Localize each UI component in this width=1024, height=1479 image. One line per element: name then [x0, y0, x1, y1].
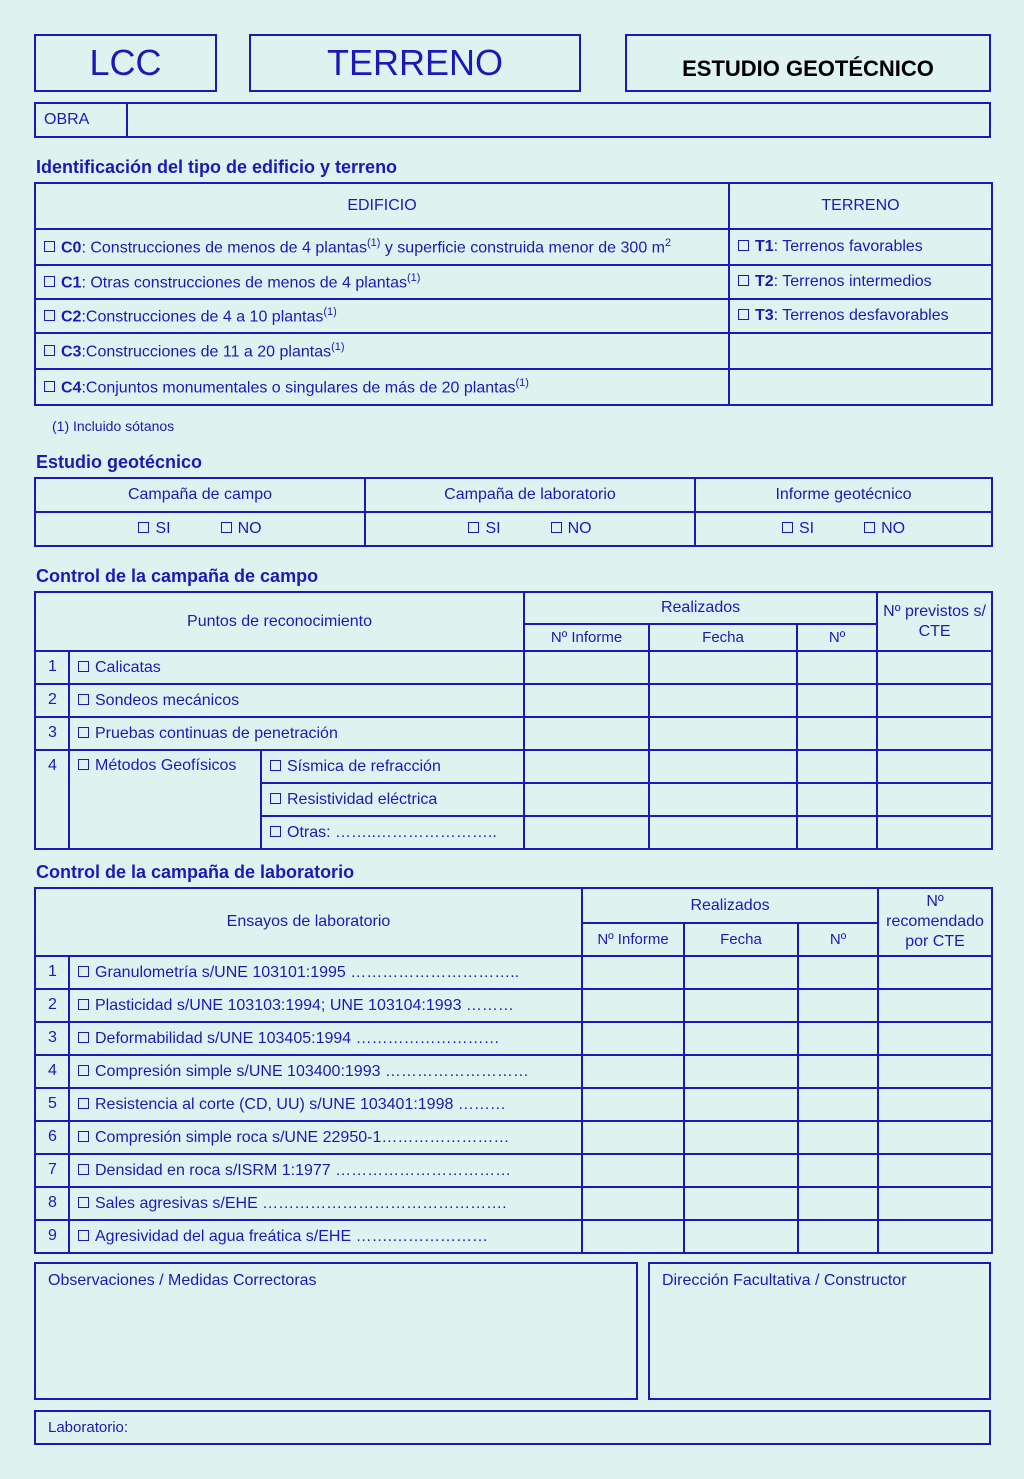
si-option[interactable]: SI	[138, 520, 170, 537]
row-number: 1	[35, 651, 69, 684]
obra-label: OBRA	[35, 103, 127, 137]
ensayo-item[interactable]: Densidad en roca s/ISRM 1:1977 ……………………………	[69, 1154, 582, 1187]
checkbox-icon[interactable]	[78, 1065, 89, 1076]
cell[interactable]	[684, 1154, 798, 1187]
cell[interactable]	[797, 750, 877, 783]
lab-options	[365, 512, 695, 546]
cell[interactable]	[877, 783, 992, 816]
laboratorio-title: Control de la campaña de laboratorio	[36, 862, 355, 882]
realizados-header: Realizados	[524, 592, 877, 624]
cell[interactable]	[684, 1121, 798, 1154]
checkbox-icon[interactable]	[44, 345, 55, 356]
row-number: 7	[35, 1154, 69, 1187]
estudio-box	[625, 34, 991, 92]
cell[interactable]	[878, 956, 992, 989]
checkbox-icon[interactable]	[270, 760, 281, 771]
ensayo-item[interactable]: Resistencia al corte (CD, UU) s/UNE 103401:1998 ………	[69, 1088, 582, 1121]
terreno-empty	[729, 369, 992, 405]
cell[interactable]	[877, 750, 992, 783]
checkbox-icon[interactable]	[44, 381, 55, 392]
campo-title: Control de la campaña de campo	[36, 566, 319, 586]
cell[interactable]	[878, 1055, 992, 1088]
fecha-col: Fecha	[649, 624, 797, 651]
cell[interactable]	[684, 1187, 798, 1220]
cell[interactable]	[797, 684, 877, 717]
lcc-box	[34, 34, 217, 92]
ensayo-item[interactable]: Granulometría s/UNE 103101:1995 …………………………..	[69, 956, 582, 989]
cell[interactable]	[649, 684, 797, 717]
checkbox-icon[interactable]	[864, 522, 875, 533]
cell[interactable]	[798, 1022, 878, 1055]
obra-field[interactable]	[127, 103, 990, 137]
cell[interactable]	[878, 1187, 992, 1220]
terreno-header: TERRENO	[729, 183, 992, 229]
checkbox-icon[interactable]	[78, 1098, 89, 1109]
laboratorio-table	[34, 887, 993, 1254]
cell[interactable]	[582, 1088, 684, 1121]
cell[interactable]	[798, 989, 878, 1022]
no-option[interactable]: NO	[221, 520, 262, 537]
checkbox-icon[interactable]	[738, 309, 749, 320]
cell[interactable]	[582, 1022, 684, 1055]
recomendado-header: Nº recomendado por CTE	[878, 888, 992, 956]
si-option[interactable]: SI	[782, 520, 814, 537]
cell[interactable]	[649, 816, 797, 849]
estudio-table	[34, 477, 993, 547]
identificacion-title: Identificación del tipo de edificio y terreno	[36, 157, 398, 177]
cell[interactable]	[582, 1121, 684, 1154]
observaciones-label: Observaciones / Medidas Correctoras	[48, 1272, 317, 1289]
checkbox-icon[interactable]	[78, 1032, 89, 1043]
edificio-header: EDIFICIO	[35, 183, 729, 229]
si-option[interactable]: SI	[468, 520, 500, 537]
cell[interactable]	[797, 816, 877, 849]
informe-col: Nº Informe	[524, 624, 649, 651]
row-number: 8	[35, 1187, 69, 1220]
informe-options	[695, 512, 992, 546]
identificacion-table	[34, 182, 993, 406]
laboratorio-label: Laboratorio:	[48, 1419, 129, 1436]
row-number: 5	[35, 1088, 69, 1121]
ensayo-item[interactable]: Deformabilidad s/UNE 103405:1994 ………………………	[69, 1022, 582, 1055]
informe-col: Nº Informe	[582, 923, 684, 956]
cell[interactable]	[582, 1154, 684, 1187]
cell[interactable]	[797, 717, 877, 750]
cell[interactable]	[524, 684, 649, 717]
checkbox-icon[interactable]	[551, 522, 562, 533]
edificio-c4[interactable]: C4:Conjuntos monumentales o singulares de más de 20 plantas$^{(1)}$	[35, 369, 729, 405]
obra-table	[34, 102, 991, 138]
cell[interactable]	[798, 1154, 878, 1187]
row-number: 1	[35, 956, 69, 989]
laboratorio-box[interactable]	[34, 1410, 991, 1445]
fecha-col: Fecha	[684, 923, 798, 956]
terreno-box	[249, 34, 581, 92]
cell[interactable]	[878, 1220, 992, 1253]
cell[interactable]	[524, 750, 649, 783]
cell[interactable]	[524, 783, 649, 816]
terreno-t2[interactable]: T2: Terrenos intermedios	[729, 265, 992, 299]
cell[interactable]	[582, 989, 684, 1022]
checkbox-icon[interactable]	[44, 276, 55, 287]
cell[interactable]	[877, 717, 992, 750]
lcc-title: LCC	[89, 42, 162, 83]
row-number: 4	[35, 750, 69, 849]
cell[interactable]	[684, 1022, 798, 1055]
no-option[interactable]: NO	[551, 520, 592, 537]
ensayo-item[interactable]: Compresión simple roca s/UNE 22950-1……………………	[69, 1121, 582, 1154]
cell[interactable]	[798, 1121, 878, 1154]
cell[interactable]	[878, 1022, 992, 1055]
cell[interactable]	[649, 651, 797, 684]
cell[interactable]	[684, 1055, 798, 1088]
n-col: Nº	[798, 923, 878, 956]
checkbox-icon[interactable]	[78, 999, 89, 1010]
checkbox-icon[interactable]	[738, 275, 749, 286]
checkbox-icon[interactable]	[270, 826, 281, 837]
row-number: 3	[35, 1022, 69, 1055]
cell[interactable]	[878, 1154, 992, 1187]
cell[interactable]	[797, 783, 877, 816]
metodos-item[interactable]: Métodos Geofísicos	[69, 750, 261, 849]
checkbox-icon[interactable]	[78, 966, 89, 977]
ensayo-item[interactable]: Sales agresivas s/EHE ……………………………………….	[69, 1187, 582, 1220]
pruebas-item[interactable]: Pruebas continuas de penetración	[69, 717, 524, 750]
cell[interactable]	[582, 1220, 684, 1253]
footnote: (1) Incluido sótanos	[52, 418, 175, 434]
checkbox-icon[interactable]	[78, 694, 89, 705]
checkbox-icon[interactable]	[78, 1131, 89, 1142]
cell[interactable]	[798, 1055, 878, 1088]
checkbox-icon[interactable]	[44, 241, 55, 252]
puntos-header: Puntos de reconocimiento	[35, 592, 524, 651]
sismica-item[interactable]: Sísmica de refracción	[261, 750, 524, 783]
row-number: 2	[35, 989, 69, 1022]
checkbox-icon[interactable]	[782, 522, 793, 533]
checkbox-icon[interactable]	[78, 727, 89, 738]
direccion-box[interactable]	[648, 1262, 991, 1400]
cell[interactable]	[877, 651, 992, 684]
cell[interactable]	[878, 1121, 992, 1154]
checkbox-icon[interactable]	[78, 1164, 89, 1175]
cell[interactable]	[798, 1187, 878, 1220]
checkbox-icon[interactable]	[468, 522, 479, 533]
cell[interactable]	[684, 1088, 798, 1121]
campo-table	[34, 591, 993, 850]
campana-campo-header: Campaña de campo	[35, 478, 365, 512]
checkbox-icon[interactable]	[78, 1197, 89, 1208]
checkbox-icon[interactable]	[44, 310, 55, 321]
calicatas-item[interactable]: Calicatas	[69, 651, 524, 684]
row-number: 3	[35, 717, 69, 750]
checkbox-icon[interactable]	[221, 522, 232, 533]
row-number: 4	[35, 1055, 69, 1088]
ensayo-item[interactable]: Agresividad del agua freática s/EHE …….………………	[69, 1220, 582, 1253]
cell[interactable]	[684, 989, 798, 1022]
realizados-header: Realizados	[582, 888, 878, 923]
edificio-c0[interactable]: C0: Construcciones de menos de 4 plantas$^{(1)}$ y superficie construida menor de 300 $m^2$	[35, 229, 729, 265]
cell[interactable]	[649, 783, 797, 816]
cell[interactable]	[877, 684, 992, 717]
ensayo-item[interactable]: Compresión simple s/UNE 103400:1993 ………………………	[69, 1055, 582, 1088]
cell[interactable]	[524, 717, 649, 750]
cell[interactable]	[649, 750, 797, 783]
edificio-c1[interactable]: C1: Otras construcciones de menos de 4 plantas$^{(1)}$	[35, 265, 729, 299]
observaciones-box[interactable]	[34, 1262, 638, 1400]
checkbox-icon[interactable]	[78, 661, 89, 672]
direccion-label: Dirección Facultativa / Constructor	[662, 1272, 907, 1289]
cell[interactable]	[798, 1220, 878, 1253]
row-number: 6	[35, 1121, 69, 1154]
cell[interactable]	[878, 989, 992, 1022]
edificio-c2[interactable]: C2:Construcciones de 4 a 10 plantas$^{(1)}$	[35, 299, 729, 333]
no-option[interactable]: NO	[864, 520, 905, 537]
ensayos-header: Ensayos de laboratorio	[35, 888, 582, 956]
edificio-c3[interactable]: C3:Construcciones de 11 a 20 plantas$^{(1)}$	[35, 333, 729, 369]
cell[interactable]	[649, 717, 797, 750]
checkbox-icon[interactable]	[738, 240, 749, 251]
terreno-t3[interactable]: T3: Terrenos desfavorables	[729, 299, 992, 333]
n-col: Nº	[797, 624, 877, 651]
sondeos-item[interactable]: Sondeos mecánicos	[69, 684, 524, 717]
terreno-t1[interactable]: T1: Terrenos favorables	[729, 229, 992, 265]
estudio-title: ESTUDIO GEOTÉCNICO	[682, 56, 934, 81]
terreno-title: TERRENO	[326, 42, 503, 83]
estudio-title: Estudio geotécnico	[36, 452, 203, 472]
cell[interactable]	[582, 956, 684, 989]
row-number: 2	[35, 684, 69, 717]
cell[interactable]	[798, 956, 878, 989]
checkbox-icon[interactable]	[78, 759, 89, 770]
checkbox-icon[interactable]	[138, 522, 149, 533]
cell[interactable]	[798, 1088, 878, 1121]
campana-lab-header: Campaña de laboratorio	[365, 478, 695, 512]
terreno-empty	[729, 333, 992, 369]
resistividad-item[interactable]: Resistividad eléctrica	[261, 783, 524, 816]
cell[interactable]	[797, 651, 877, 684]
cell[interactable]	[582, 1187, 684, 1220]
checkbox-icon[interactable]	[78, 1230, 89, 1241]
campo-options	[35, 512, 365, 546]
cell[interactable]	[877, 816, 992, 849]
cell[interactable]	[684, 956, 798, 989]
ensayo-item[interactable]: Plasticidad s/UNE 103103:1994; UNE 103104:1993 ………	[69, 989, 582, 1022]
row-number: 9	[35, 1220, 69, 1253]
checkbox-icon[interactable]	[270, 793, 281, 804]
cell[interactable]	[582, 1055, 684, 1088]
previstos-header: Nº previstos s/ CTE	[877, 592, 992, 651]
cell[interactable]	[684, 1220, 798, 1253]
otras-item[interactable]: Otras: ……..…………………..	[261, 816, 524, 849]
cell[interactable]	[524, 816, 649, 849]
informe-header: Informe geotécnico	[695, 478, 992, 512]
cell[interactable]	[878, 1088, 992, 1121]
cell[interactable]	[524, 651, 649, 684]
